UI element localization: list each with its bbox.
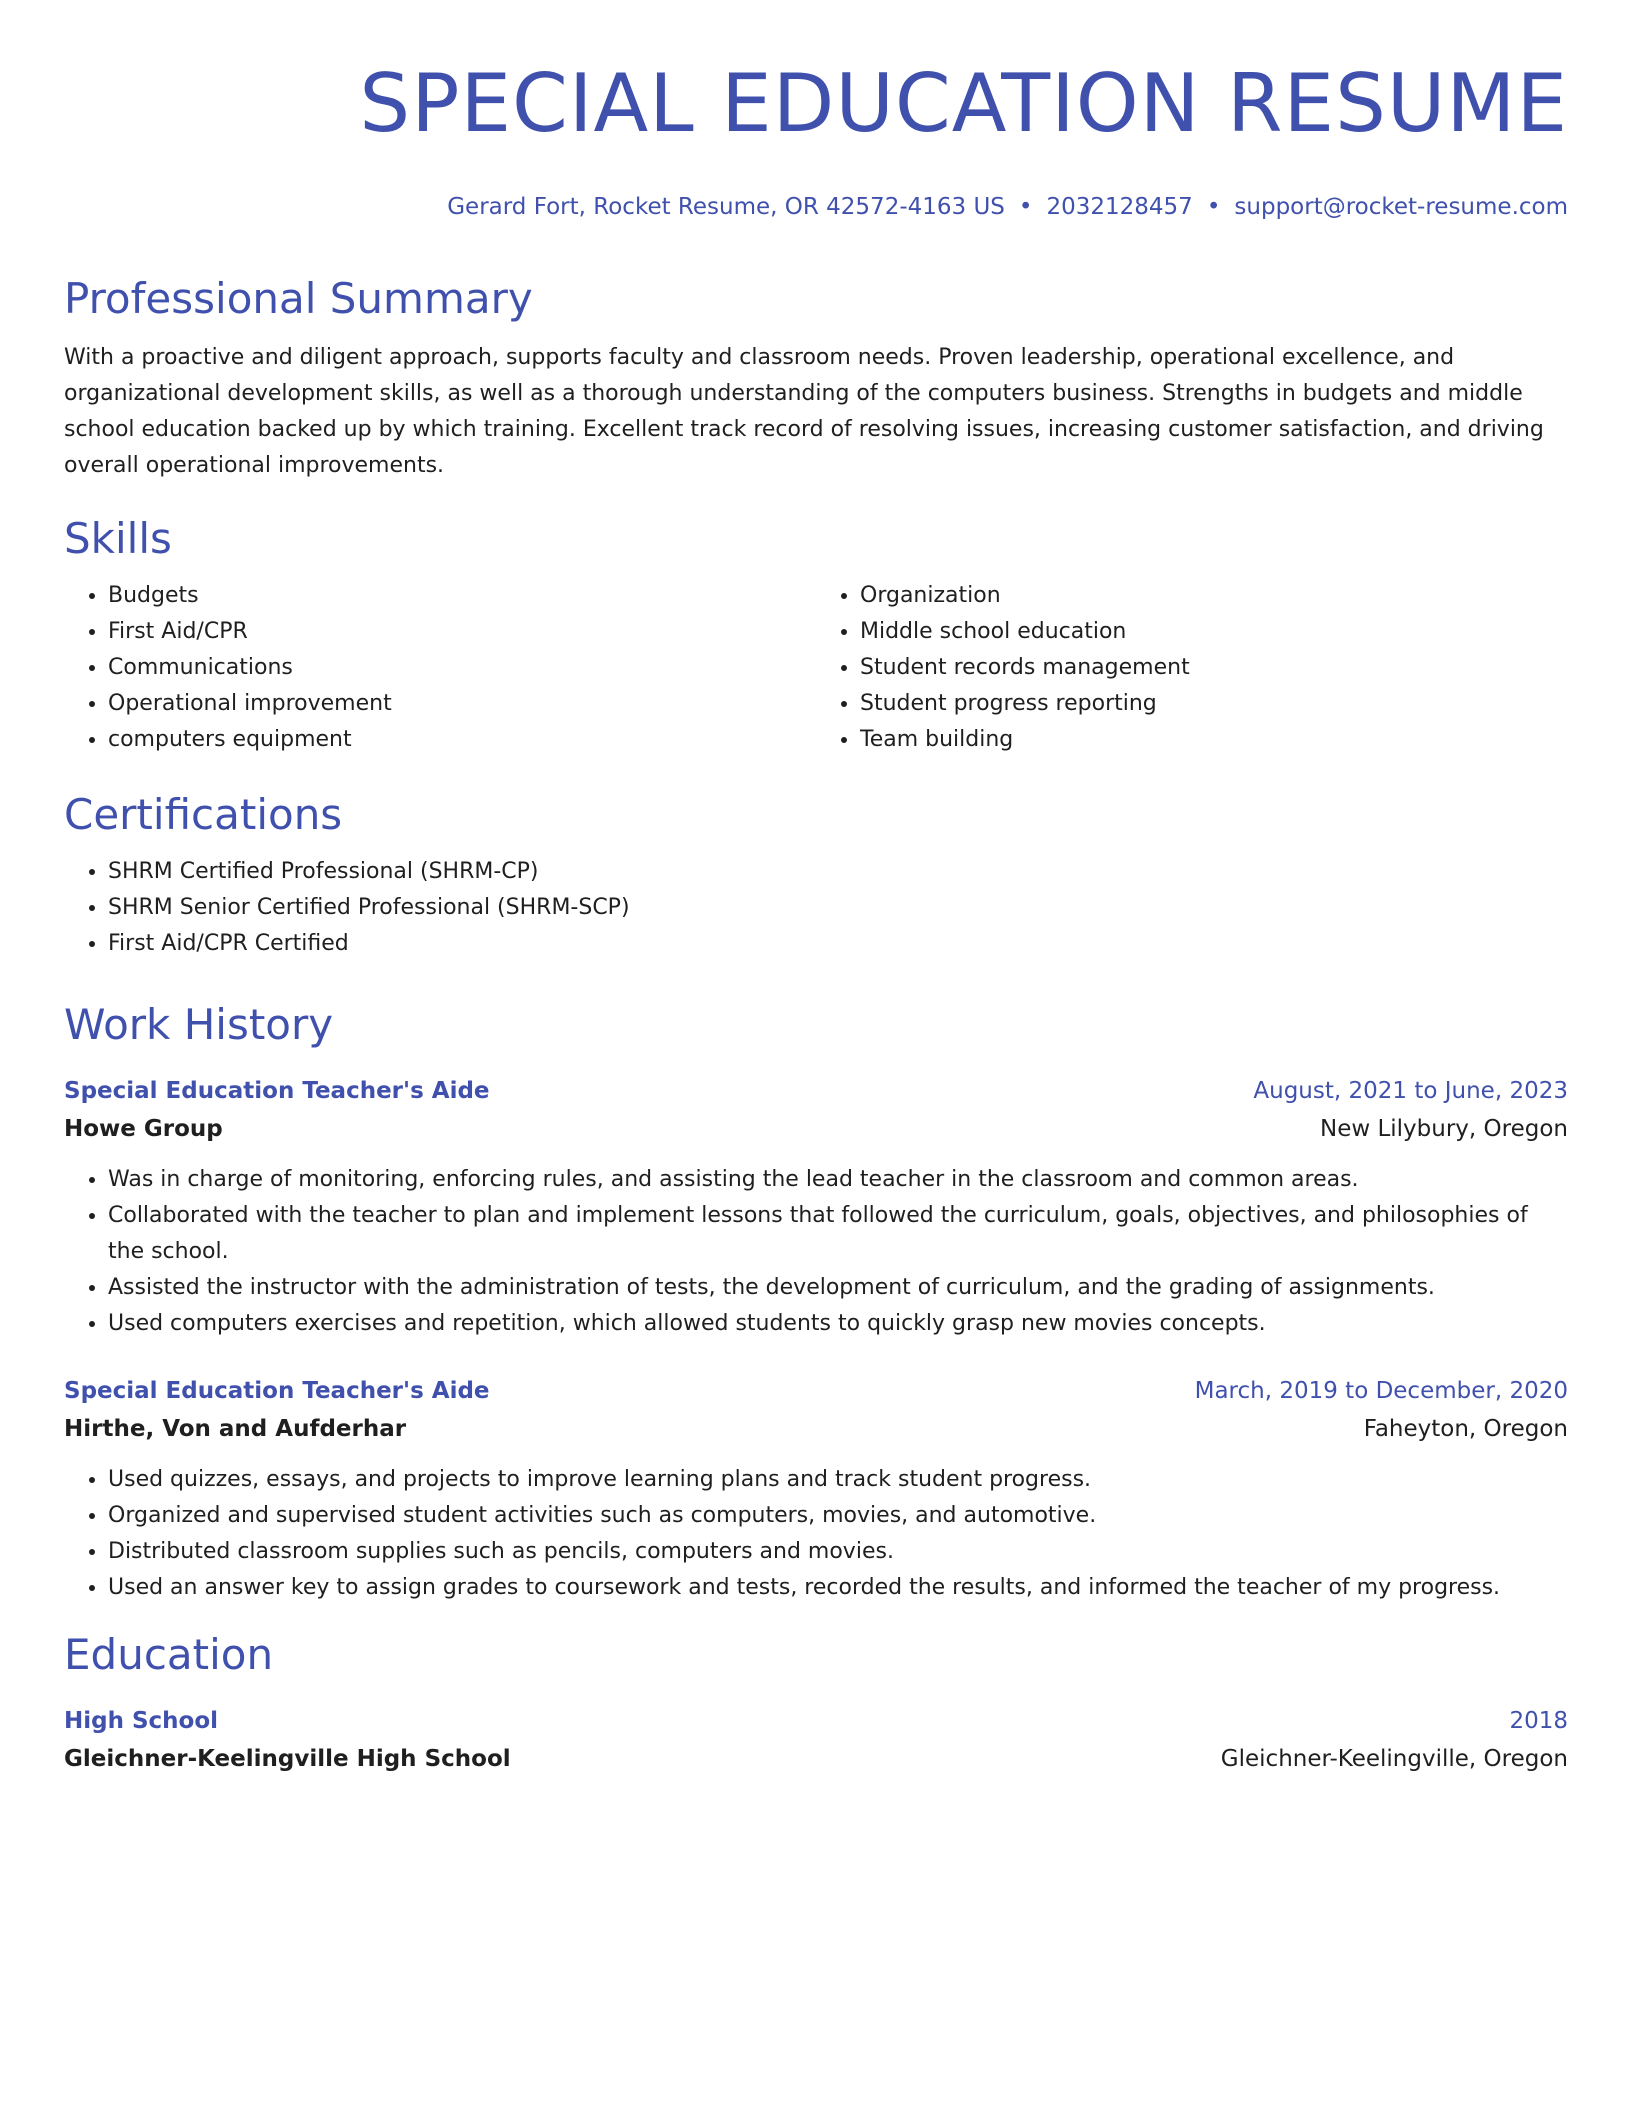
job-location: Faheyton, Oregon — [1363, 1416, 1568, 1442]
skill-item: • Budgets — [108, 578, 816, 614]
education-header-row — [64, 1702, 1568, 1740]
contact-separator: • — [1018, 194, 1033, 220]
education-section — [64, 1628, 1568, 1778]
job-company-row — [64, 1110, 1568, 1148]
resume-title: SPECIAL EDUCATION RESUME — [359, 57, 1568, 150]
contact-email: support@rocket-resume.com — [1234, 194, 1568, 220]
summary-section — [64, 272, 1568, 484]
job-header-row — [64, 1072, 1568, 1110]
skill-item: • Organization — [860, 578, 1568, 614]
skills-section — [64, 512, 1568, 758]
contact-separator: • — [1206, 194, 1221, 220]
contact-info — [64, 190, 1568, 224]
skills-heading: Skills — [64, 514, 172, 563]
skills-column-right — [816, 578, 1568, 758]
skill-item: • computers equipment — [108, 722, 816, 758]
certification-item: • SHRM Senior Certified Professional (SHRM-SCP) — [108, 890, 1568, 926]
job-company-row — [64, 1410, 1568, 1448]
job-duties-list — [64, 1162, 1568, 1342]
work-history-heading: Work History — [64, 1000, 334, 1049]
certifications-list — [64, 854, 1568, 962]
education-degree: High School — [64, 1708, 219, 1734]
job-entry — [64, 1372, 1568, 1606]
job-duty-item: • Collaborated with the teacher to plan and implement lessons that followed the curriculum, goals, objectives, and philosophies of the school. — [108, 1198, 1568, 1270]
certifications-heading: Certifications — [64, 790, 343, 839]
skill-item: • Communications — [108, 650, 816, 686]
job-duty-item: • Used an answer key to assign grades to coursework and tests, recorded the results, and informed the teacher of my progress. — [108, 1570, 1568, 1606]
education-location: Gleichner-Keelingville, Oregon — [1220, 1746, 1568, 1772]
education-heading: Education — [64, 1630, 274, 1679]
job-duty-item: • Organized and supervised student activities such as computers, movies, and automotive. — [108, 1498, 1568, 1534]
certifications-section — [64, 788, 1568, 962]
job-duty-item: • Distributed classroom supplies such as pencils, computers and movies. — [108, 1534, 1568, 1570]
job-role: Special Education Teacher's Aide — [64, 1078, 490, 1104]
skill-item: • Student records management — [860, 650, 1568, 686]
job-role: Special Education Teacher's Aide — [64, 1378, 490, 1404]
job-duty-item: • Used quizzes, essays, and projects to improve learning plans and track student progress. — [108, 1462, 1568, 1498]
summary-text: With a proactive and diligent approach, supports faculty and classroom needs. Proven leadership, operational excellence, and organizational development skills, as well as a thorough understanding of the computers business. Strengths in budgets and middle school education backed up by which training. Excellent track record of resolving issues, increasing customer satisfaction, and driving overall operational improvements. — [64, 345, 1544, 478]
skill-item: • Operational improvement — [108, 686, 816, 722]
skill-item: • First Aid/CPR — [108, 614, 816, 650]
skill-item: • Middle school education — [860, 614, 1568, 650]
job-duty-item: • Assisted the instructor with the administration of tests, the development of curriculum, and the grading of assignments. — [108, 1270, 1568, 1306]
skill-item: • Student progress reporting — [860, 686, 1568, 722]
job-location: New Lilybury, Oregon — [1319, 1116, 1568, 1142]
education-entry — [64, 1702, 1568, 1778]
certification-item: • SHRM Certified Professional (SHRM-CP) — [108, 854, 1568, 890]
job-dates: August, 2021 to June, 2023 — [1253, 1078, 1568, 1104]
contact-phone: 2032128457 — [1046, 194, 1193, 220]
job-dates: March, 2019 to December, 2020 — [1194, 1378, 1568, 1404]
skills-grid — [64, 578, 1568, 758]
job-entry — [64, 1072, 1568, 1342]
job-duties-list — [64, 1462, 1568, 1606]
education-school: Gleichner-Keelingville High School — [64, 1746, 511, 1772]
job-header-row — [64, 1372, 1568, 1410]
summary-heading: Professional Summary — [64, 274, 533, 323]
job-company: Hirthe, Von and Aufderhar — [64, 1416, 407, 1442]
job-duty-item: • Was in charge of monitoring, enforcing rules, and assisting the lead teacher in the classroom and common areas. — [108, 1162, 1568, 1198]
job-company: Howe Group — [64, 1116, 223, 1142]
skills-column-left — [64, 578, 816, 758]
education-school-row — [64, 1740, 1568, 1778]
job-duty-item: • Used computers exercises and repetition, which allowed students to quickly grasp new movies concepts. — [108, 1306, 1568, 1342]
work-history-section — [64, 998, 1568, 1606]
education-year: 2018 — [1509, 1708, 1568, 1734]
contact-address: Gerard Fort, Rocket Resume, OR 42572-4163 US — [447, 194, 1005, 220]
skill-item: • Team building — [860, 722, 1568, 758]
certification-item: • First Aid/CPR Certified — [108, 926, 1568, 962]
